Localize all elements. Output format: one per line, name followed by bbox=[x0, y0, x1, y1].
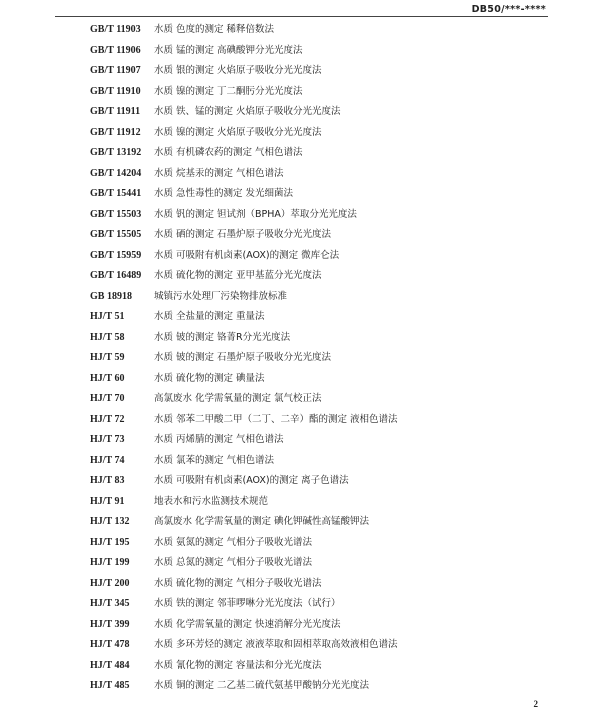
standard-title: 水质 有机磷农药的测定 气相色谱法 bbox=[154, 147, 303, 158]
standard-code: HJ/T 200 bbox=[90, 577, 130, 589]
standard-code: GB/T 15503 bbox=[90, 208, 142, 220]
standard-row bbox=[90, 307, 550, 328]
standard-row bbox=[90, 471, 550, 492]
standard-title: 城镇污水处理厂污染物排放标准 bbox=[154, 290, 288, 302]
standard-row bbox=[90, 123, 550, 144]
standard-title: 水质 全盐量的测定 重量法 bbox=[154, 311, 265, 322]
standard-title: 水质 丙烯腈的测定 气相色谱法 bbox=[154, 434, 284, 445]
standard-row bbox=[90, 451, 550, 472]
standard-row bbox=[90, 102, 550, 123]
standard-code: HJ/T 70 bbox=[90, 393, 125, 404]
standard-title: 高氯废水 化学需氧量的测定 氯气校正法 bbox=[154, 393, 322, 404]
standard-title: 水质 氯苯的测定 气相色谱法 bbox=[154, 454, 275, 466]
standard-row bbox=[90, 430, 550, 451]
standard-row bbox=[90, 635, 550, 656]
standard-code: HJ/T 345 bbox=[90, 598, 130, 609]
standard-code: GB/T 15441 bbox=[90, 188, 142, 199]
standard-title: 水质 锰的测定 高碘酸钾分光光度法 bbox=[154, 44, 303, 56]
standard-code: HJ/T 59 bbox=[90, 352, 125, 363]
standard-row bbox=[90, 348, 550, 369]
standard-title: 水质 烷基汞的测定 气相色谱法 bbox=[154, 167, 284, 179]
standard-code: GB/T 14204 bbox=[90, 167, 142, 179]
standard-row bbox=[90, 225, 550, 246]
standard-code: HJ/T 73 bbox=[90, 434, 125, 445]
standard-row bbox=[90, 410, 550, 431]
standards-list bbox=[90, 20, 550, 697]
standard-code: HJ/T 484 bbox=[90, 659, 130, 671]
standard-title: 地表水和污水监测技术规范 bbox=[154, 495, 269, 507]
standard-code: HJ/T 60 bbox=[90, 372, 125, 384]
standard-code: HJ/T 72 bbox=[90, 413, 125, 425]
standard-title: 水质 铍的测定 石墨炉原子吸收分光光度法 bbox=[154, 352, 332, 363]
standard-code: HJ/T 199 bbox=[90, 557, 130, 568]
standard-title: 水质 硫化物的测定 亚甲基蓝分光光度法 bbox=[154, 270, 322, 281]
standard-row bbox=[90, 184, 550, 205]
standard-title: 水质 铜的测定 二乙基二硫代氨基甲酸钠分光光度法 bbox=[154, 680, 370, 691]
standard-title: 水质 邻苯二甲酸二甲（二丁、二辛）酯的测定 液相色谱法 bbox=[154, 413, 398, 425]
standard-title: 水质 可吸附有机卤素(AOX)的测定 离子色谱法 bbox=[154, 475, 349, 486]
standard-row bbox=[90, 369, 550, 390]
standard-title: 水质 化学需氧量的测定 快速消解分光光度法 bbox=[154, 618, 341, 630]
standard-code: HJ/T 132 bbox=[90, 516, 130, 527]
standard-title: 水质 色度的测定 稀释倍数法 bbox=[154, 24, 275, 35]
standard-code: GB/T 11906 bbox=[90, 44, 141, 56]
standard-row bbox=[90, 20, 550, 41]
standard-row bbox=[90, 287, 550, 308]
standard-code: HJ/T 485 bbox=[90, 680, 130, 691]
standard-row bbox=[90, 389, 550, 410]
standard-row bbox=[90, 533, 550, 554]
standard-row bbox=[90, 553, 550, 574]
standard-row bbox=[90, 266, 550, 287]
standard-code: HJ/T 478 bbox=[90, 639, 130, 650]
standard-code: GB/T 11911 bbox=[90, 106, 141, 117]
standard-row bbox=[90, 205, 550, 226]
standard-code: HJ/T 399 bbox=[90, 618, 130, 630]
standard-code: GB/T 11910 bbox=[90, 85, 141, 97]
standard-title: 水质 急性毒性的测定 发光细菌法 bbox=[154, 188, 294, 199]
standard-row bbox=[90, 656, 550, 677]
standard-row bbox=[90, 246, 550, 267]
standard-code: GB/T 11903 bbox=[90, 24, 141, 35]
standard-code: HJ/T 74 bbox=[90, 454, 125, 466]
standard-code: HJ/T 195 bbox=[90, 536, 130, 548]
standard-title: 水质 多环芳烃的测定 液液萃取和固相萃取高效液相色谱法 bbox=[154, 639, 398, 650]
standard-code: GB/T 15505 bbox=[90, 229, 142, 240]
standard-title: 水质 硒的测定 石墨炉原子吸收分光光度法 bbox=[154, 229, 332, 240]
standard-title: 水质 硫化物的测定 气相分子吸收光谱法 bbox=[154, 577, 322, 589]
document-code: DB50/***-**** bbox=[471, 4, 546, 15]
standard-title: 水质 银的测定 火焰原子吸收分光光度法 bbox=[154, 65, 322, 76]
standard-row bbox=[90, 492, 550, 513]
standard-row bbox=[90, 41, 550, 62]
standard-title: 水质 镍的测定 丁二酮肟分光光度法 bbox=[154, 85, 303, 97]
standard-title: 水质 氰化物的测定 容量法和分光光度法 bbox=[154, 659, 322, 671]
standard-code: GB/T 15959 bbox=[90, 249, 142, 261]
page-number: 2 bbox=[533, 699, 538, 709]
standard-title: 水质 铁、锰的测定 火焰原子吸收分光光度法 bbox=[154, 106, 341, 117]
standard-row bbox=[90, 328, 550, 349]
standard-code: HJ/T 91 bbox=[90, 495, 125, 507]
standard-title: 水质 氨氮的测定 气相分子吸收光谱法 bbox=[154, 536, 313, 548]
standard-row bbox=[90, 594, 550, 615]
standard-title: 水质 钒的测定 钽试剂（BPHA）萃取分光光度法 bbox=[154, 208, 357, 220]
standard-code: HJ/T 51 bbox=[90, 311, 125, 322]
standard-title: 水质 铁的测定 邻菲啰啉分光光度法（试行） bbox=[154, 598, 341, 609]
standard-row bbox=[90, 512, 550, 533]
standard-title: 水质 总氮的测定 气相分子吸收光谱法 bbox=[154, 557, 313, 568]
standard-title: 水质 镍的测定 火焰原子吸收分光光度法 bbox=[154, 126, 322, 138]
standard-title: 水质 可吸附有机卤素(AOX)的测定 微库仑法 bbox=[154, 249, 340, 261]
standard-code: GB 18918 bbox=[90, 290, 132, 302]
standard-code: GB/T 11907 bbox=[90, 65, 141, 76]
standard-title: 水质 铍的测定 铬菁R分光光度法 bbox=[154, 331, 291, 343]
standard-row bbox=[90, 143, 550, 164]
standard-title: 水质 硫化物的测定 碘量法 bbox=[154, 372, 265, 384]
standard-code: GB/T 11912 bbox=[90, 126, 141, 138]
standard-code: GB/T 13192 bbox=[90, 147, 142, 158]
standard-title: 高氯废水 化学需氧量的测定 碘化钾碱性高锰酸钾法 bbox=[154, 516, 370, 527]
header-divider bbox=[55, 16, 548, 17]
standard-row bbox=[90, 676, 550, 697]
standard-row bbox=[90, 615, 550, 636]
standard-row bbox=[90, 164, 550, 185]
standard-row bbox=[90, 61, 550, 82]
standard-code: HJ/T 83 bbox=[90, 475, 125, 486]
standard-row bbox=[90, 82, 550, 103]
standard-code: GB/T 16489 bbox=[90, 270, 142, 281]
standard-row bbox=[90, 574, 550, 595]
standard-code: HJ/T 58 bbox=[90, 331, 125, 343]
